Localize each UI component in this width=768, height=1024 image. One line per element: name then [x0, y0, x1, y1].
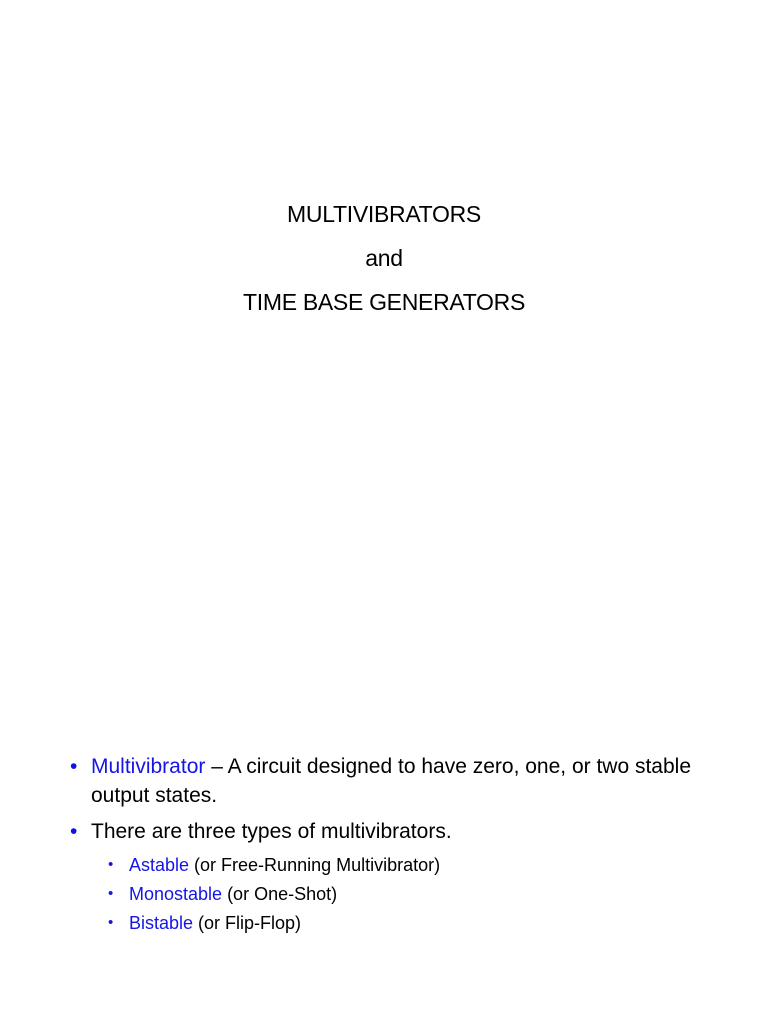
sub-bullet-item-monostable: [108, 880, 440, 909]
sub-bullet-term: Astable: [129, 855, 190, 875]
bullet-dot-icon: •: [108, 914, 114, 931]
title-line-3: TIME BASE GENERATORS: [243, 289, 525, 315]
sub-bullet-item-bistable: [108, 909, 440, 938]
slide-title: [0, 196, 768, 328]
bullet-dot-icon: •: [70, 820, 78, 843]
title-line-2: and: [365, 245, 403, 271]
title-line-1: MULTIVIBRATORS: [287, 201, 481, 227]
bullet-term: Multivibrator: [91, 755, 206, 778]
sub-bullet-term: Bistable: [129, 913, 194, 933]
sub-bullet-item-astable: [108, 851, 440, 880]
bullet-list: [70, 752, 730, 853]
sub-bullet-text: (or One-Shot): [222, 884, 338, 904]
sub-bullet-list: [108, 851, 440, 938]
bullet-dot-icon: •: [108, 885, 114, 902]
bullet-dot-icon: •: [108, 856, 114, 873]
bullet-item-types: [70, 817, 730, 846]
sub-bullet-term: Monostable: [129, 884, 223, 904]
bullet-dot-icon: •: [70, 755, 78, 778]
bullet-text: – A circuit designed to have zero, one, or two stable output states.: [91, 755, 691, 807]
sub-bullet-text: (or Flip-Flop): [193, 913, 302, 933]
bullet-text: There are three types of multivibrators.: [91, 820, 452, 843]
sub-bullet-text: (or Free-Running Multivibrator): [189, 855, 441, 875]
bullet-item-multivibrator: [70, 752, 730, 810]
